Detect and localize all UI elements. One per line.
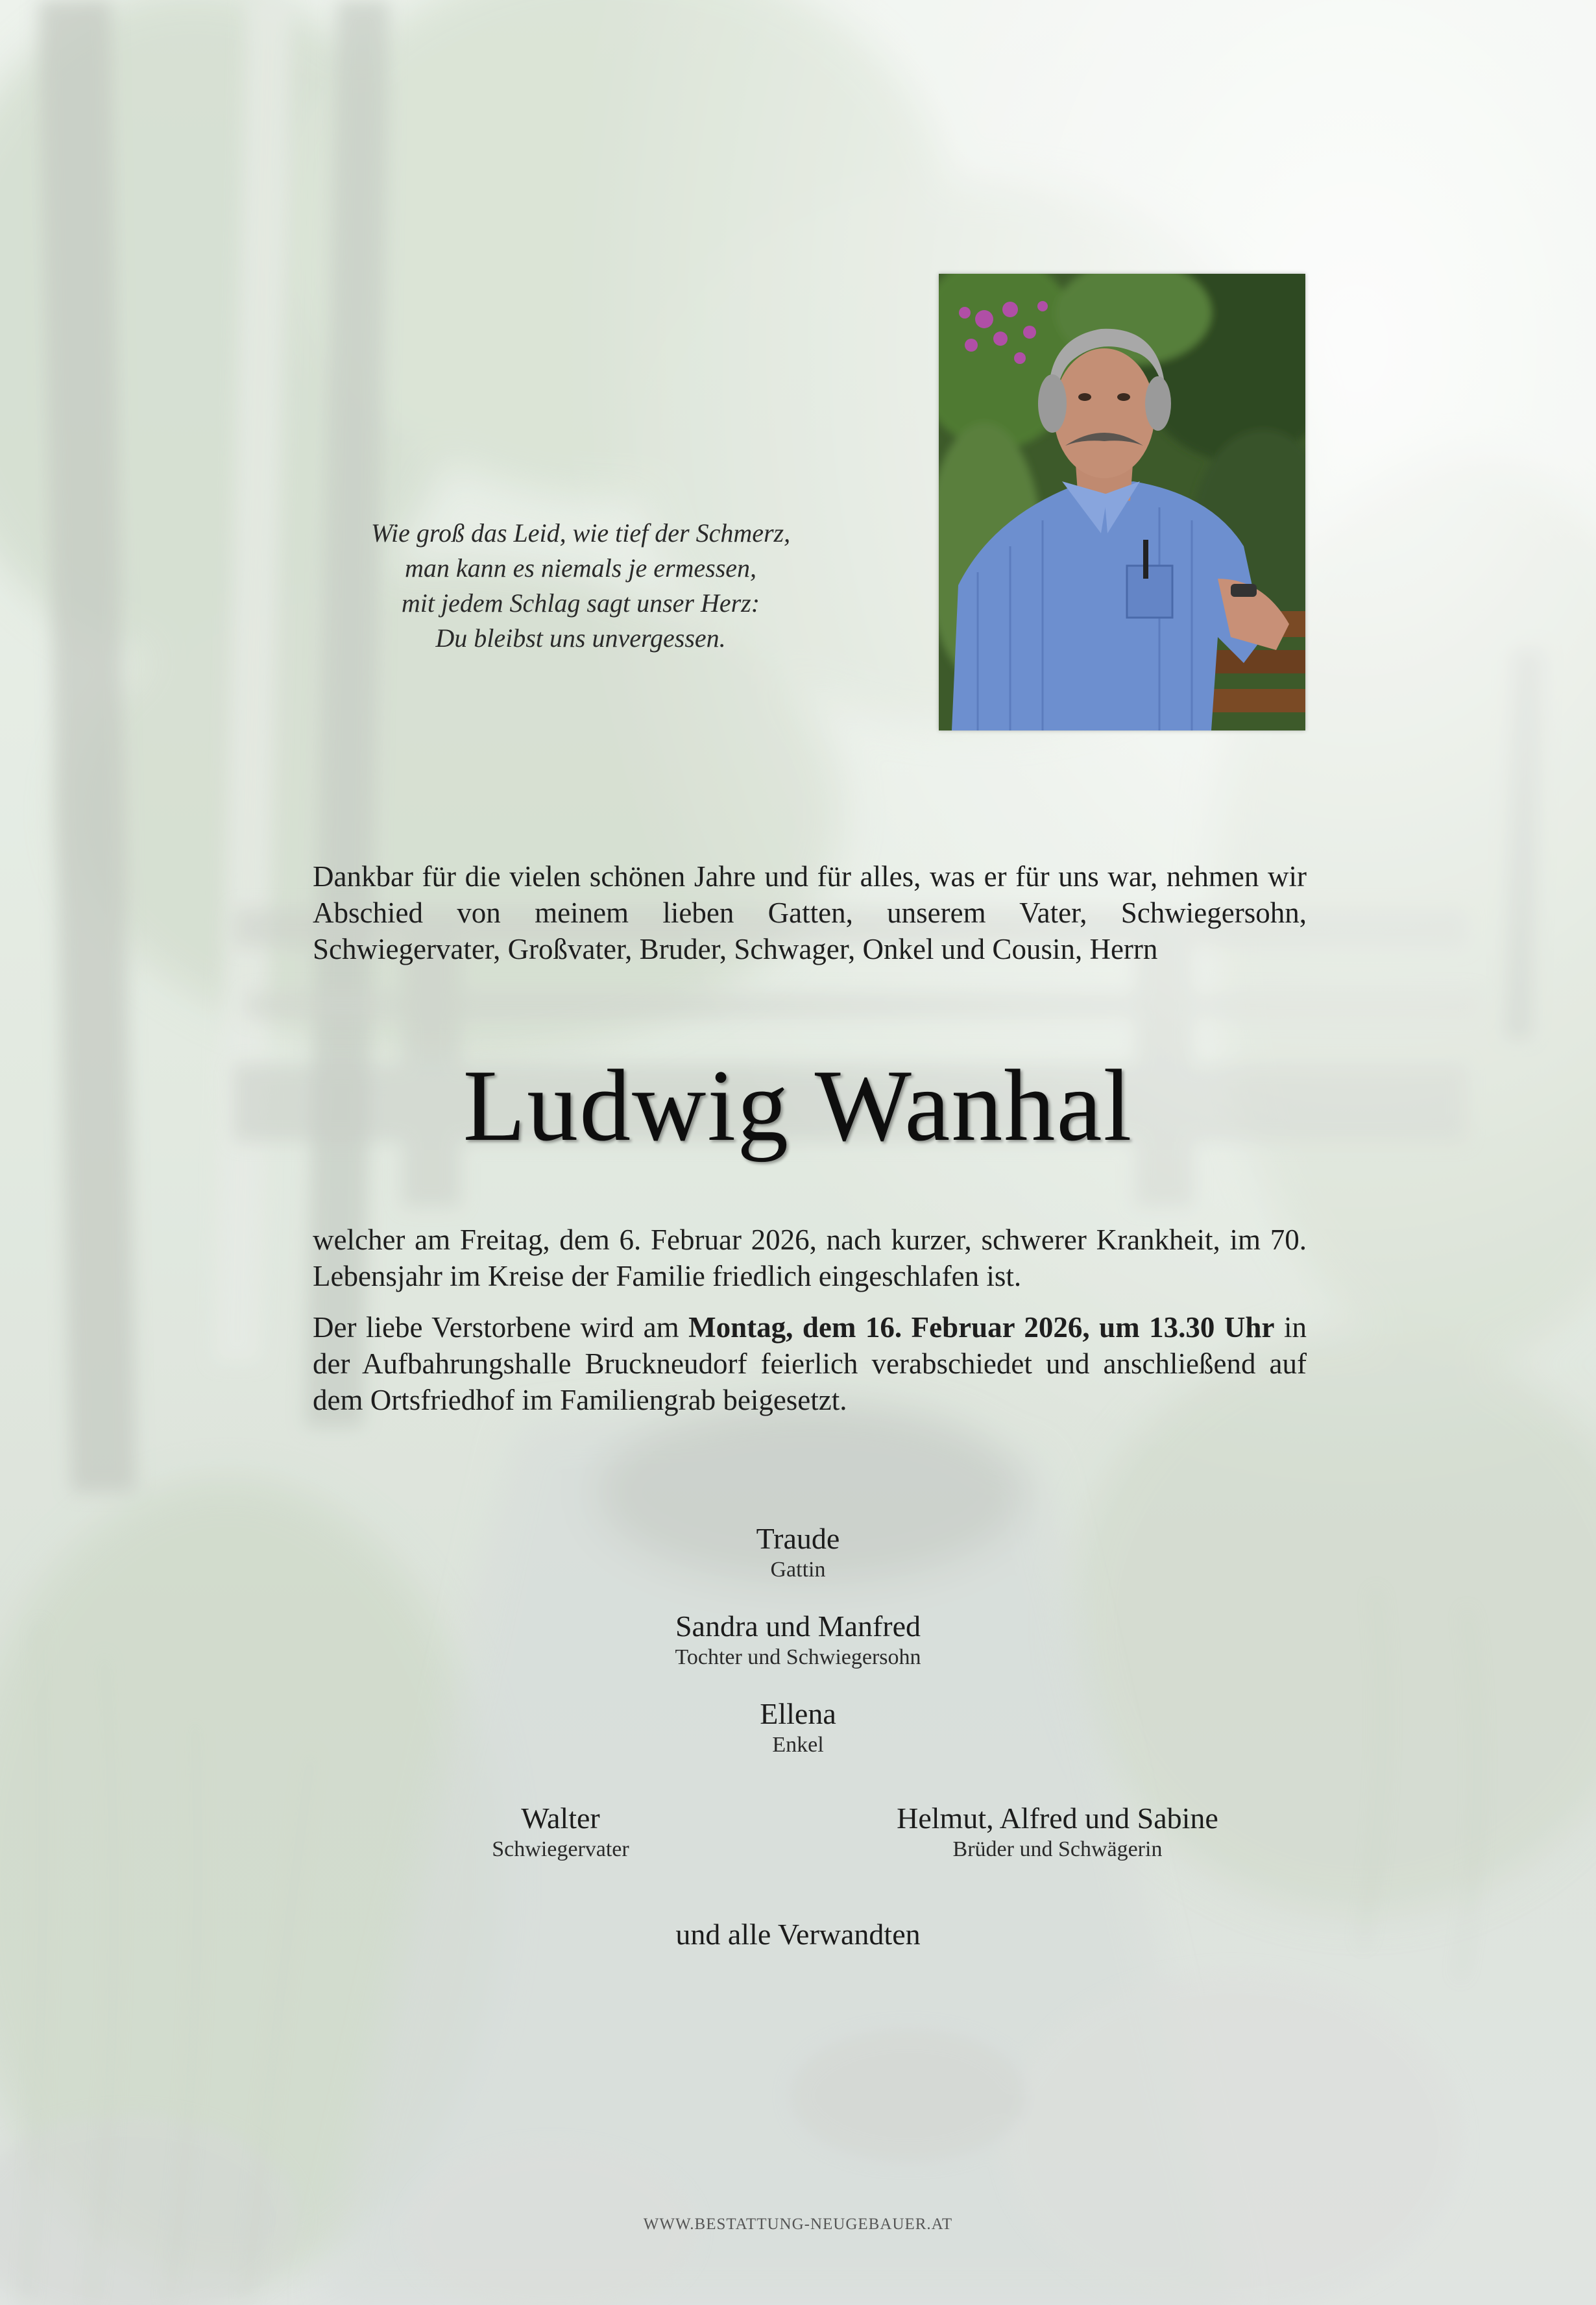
mourner-helmut-alfred-sabine [798,1801,1317,1863]
funeral-home-website-link[interactable]: WWW.BESTATTUNG-NEUGEBAUER.AT [643,2215,953,2233]
closing-relatives: und alle Verwandten [675,1918,921,1951]
mourner-name: Walter [521,1802,600,1835]
mourner-relation: Schwiegervater [492,1837,629,1861]
mourner-ellena [603,1696,993,1759]
mourner-traude [603,1521,993,1584]
mourner-relation: Tochter und Schwiegersohn [675,1645,921,1669]
mourner-relation: Enkel [772,1733,824,1757]
service-text-after: in der Aufbahrungshalle Bruckneudorf feierlich verabschiedet und anschließend auf dem Ortsfriedhof im Familiengrab beigesetzt. [313,1311,1307,1416]
mourner-relation: Gattin [770,1558,826,1582]
mourner-name: Traude [756,1522,840,1555]
mourner-name: Helmut, Alfred und Sabine [897,1802,1218,1835]
mourner-walter [366,1801,755,1863]
poem-line: mit jedem Schlag sagt unser Herz: [401,588,760,618]
deceased-name: Ludwig Wanhal [463,1049,1133,1163]
memorial-poem [247,516,915,656]
announcement-paragraph: welcher am Freitag, dem 6. Februar 2026, nach kurzer, schwerer Krankheit, im 70. Lebensjahr im Kreise der Familie friedlich eingeschlafen ist. [313,1224,1307,1292]
mourner-relation: Brüder und Schwägerin [952,1837,1163,1861]
poem-line: Du bleibst uns unvergessen. [435,623,726,653]
service-paragraph [313,1309,1307,1418]
poem-line: Wie groß das Leid, wie tief der Schmerz, [370,518,791,548]
intro-paragraph: Dankbar für die vielen schönen Jahre und für alles, was er für uns war, nehmen wir Abschied von meinem lieben Gatten, unserem Vater, Schwiegersohn, Schwiegervater, Großvater, Bruder, Schwager, Onkel und Cousin, Herrn [313,860,1307,965]
poem-line: man kann es niemals je ermessen, [404,553,757,583]
service-text-before: Der liebe Verstorbene wird am [313,1311,689,1344]
mourner-name: Sandra und Manfred [675,1610,921,1643]
mourner-name: Ellena [760,1697,836,1730]
deceased-portrait-photo [939,274,1305,730]
service-datetime: Montag, dem 16. Februar 2026, um 13.30 Uhr [688,1311,1275,1344]
mourner-sandra-manfred [538,1609,1058,1671]
